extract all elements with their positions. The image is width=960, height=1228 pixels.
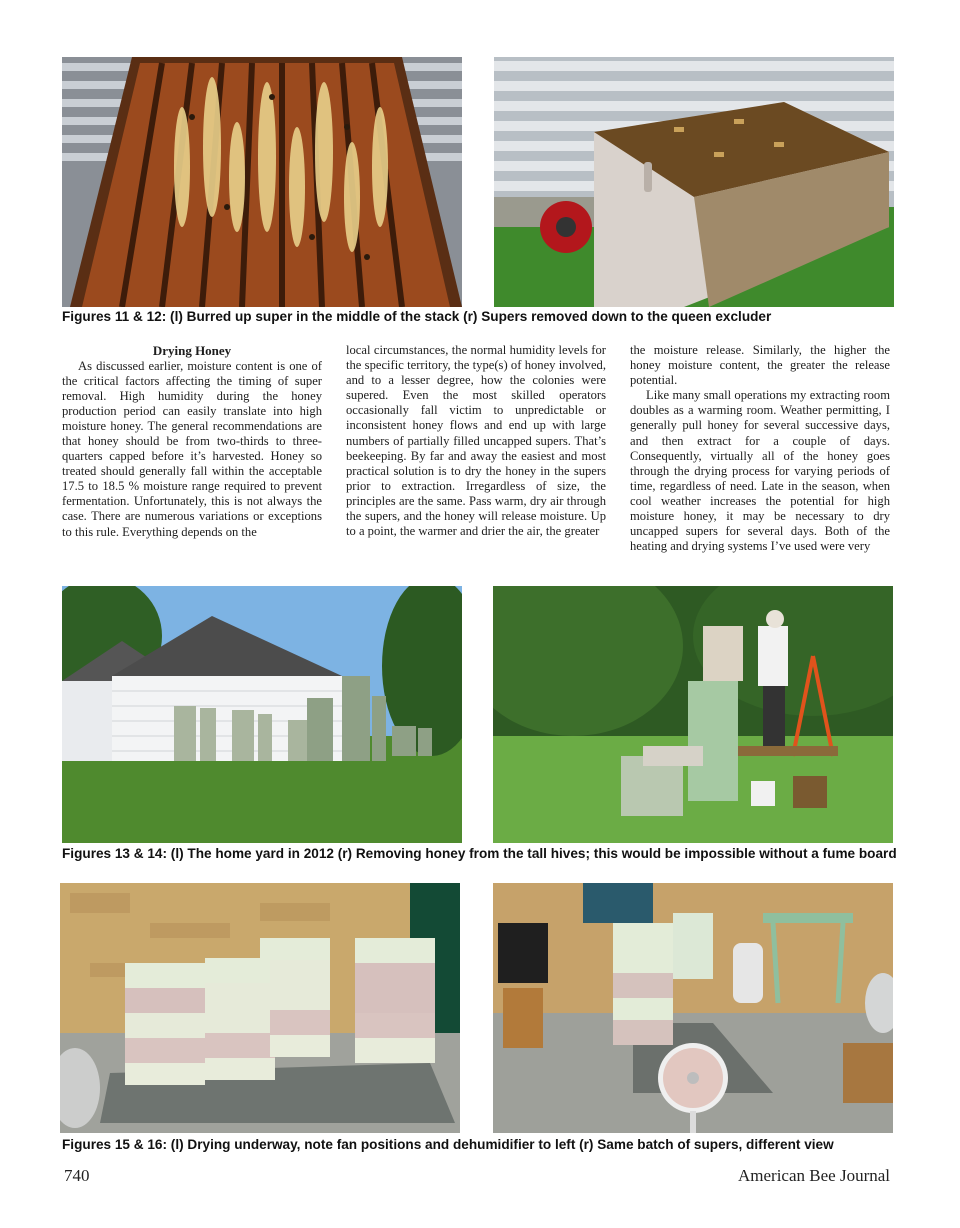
paragraph: the moisture release. Similarly, the higher the honey moisture content, the greater the release potential. — [630, 343, 890, 388]
photo-burred-super — [62, 57, 462, 307]
photo-removing-honey — [493, 586, 893, 843]
page-number: 740 — [64, 1166, 90, 1185]
photo-same-batch — [493, 883, 893, 1133]
article-column-2 — [346, 343, 606, 539]
section-heading: Drying Honey — [152, 343, 232, 358]
article-column-1 — [62, 343, 322, 540]
figure-caption-15-16: Figures 15 & 16: (l) Drying underway, note fan positions and dehumidifier to left (r) Same batch of supers, different view — [62, 1137, 834, 1152]
journal-name: American Bee Journal — [738, 1166, 890, 1185]
figure-caption-11-12: Figures 11 & 12: (l) Burred up super in the middle of the stack (r) Supers removed down to the queen excluder — [62, 309, 772, 324]
paragraph: local circumstances, the normal humidity levels for the specific territory, the type(s) of honey involved, and to a lesser degree, how the colonies were supered. Even the most skilled operators occasionally fall victim to unpredictable or inconsistent honey flows and end up with large numbers of partially filled uncapped supers. That’s beekeeping. By far and away the easiest and most practical solution is to dry the honey in the supers prior to extraction. Irregardless of size, the principles are the same. Pass warm, dry air through the supers, and the honey will release moisture. Up to a point, the warmer and drier the air, the greater — [346, 343, 606, 539]
photo-drying-underway — [60, 883, 460, 1133]
paragraph: Like many small operations my extracting room doubles as a warming room. Weather permitting, I generally pull honey for several successive days, and then extract for a couple of days. Consequently, virtually all of the honey goes through the drying process for varying periods of time, regardless of need. Late in the season, when cool weather increases the potential for high moisture honey, it may be necessary to dry uncapped supers for several days. Both of the heating and drying systems I’ve used were very — [630, 388, 890, 554]
article-column-3 — [630, 343, 890, 554]
paragraph: As discussed earlier, moisture content is one of the critical factors affecting the timing of super removal. High humidity during the honey production period can easily translate into high moisture honey. The general recommendations are that honey should be from two-thirds to three-quarters capped before it’s harvested. Honey so treated should generally fall within the acceptable 17.5 to 18.5 % moisture range required to prevent fermentation. Unfortunately, this is not always the case. There are numerous variations or exceptions to this rule. Everything depends on the — [62, 358, 322, 539]
photo-home-yard — [62, 586, 462, 843]
figure-caption-13-14: Figures 13 & 14: (l) The home yard in 2012 (r) Removing honey from the tall hives; this would be impossible without a fume board — [62, 846, 897, 861]
photo-supers-removed — [494, 57, 894, 307]
